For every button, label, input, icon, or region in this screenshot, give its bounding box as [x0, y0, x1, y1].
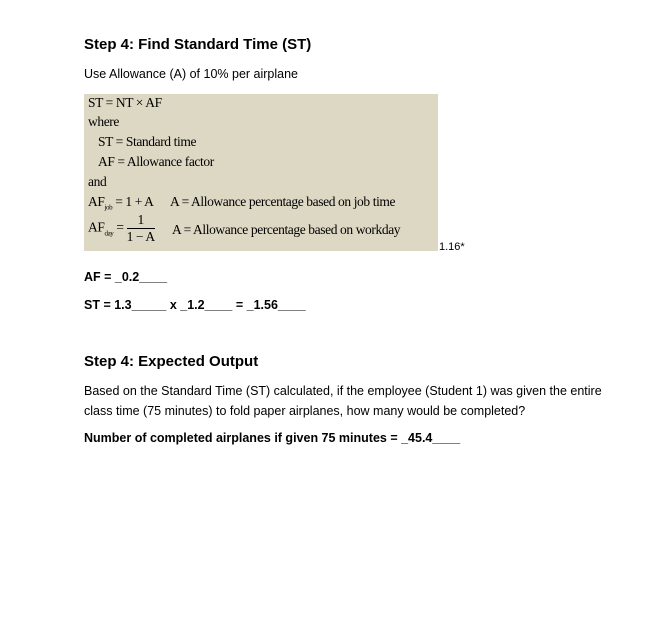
formula-line: ST = NT × AF [88, 95, 162, 110]
af-answer: AF = _0.2____ [84, 270, 168, 284]
af-day-subscript: day [104, 229, 114, 238]
allowance-note: 1.16* [439, 241, 465, 253]
formula-af-job [88, 194, 154, 212]
expected-output-body-line2: class time (75 minutes) to fold paper airplanes, how many would be completed? [84, 404, 526, 418]
formula-af-job-description: A = Allowance percentage based on job time [170, 194, 396, 209]
formula-af-day-description: A = Allowance percentage based on workday [172, 222, 401, 237]
formula-af-day [88, 212, 155, 245]
af-day-fraction [127, 212, 155, 245]
formula-st-definition: ST = Standard time [98, 134, 197, 149]
af-day-equals: = [113, 219, 127, 235]
fraction-numerator: 1 [127, 212, 155, 229]
allowance-intro: Use Allowance (A) of 10% per airplane [84, 67, 299, 81]
formula-and: and [88, 174, 107, 189]
section-heading-standard-time: Step 4: Find Standard Time (ST) [84, 36, 312, 53]
formula-where: where [88, 114, 119, 129]
fraction-denominator: 1 − A [126, 229, 155, 244]
af-job-subscript: job [104, 203, 113, 212]
expected-output-body-line1: Based on the Standard Time (ST) calculated, if the employee (Student 1) was given the entire [84, 384, 602, 398]
af-job-rhs: = 1 + A [112, 194, 154, 209]
st-answer: ST = 1.3_____ x _1.2____ = _1.56____ [84, 298, 306, 312]
standard-time-formula-image [84, 94, 438, 251]
section-heading-expected-output: Step 4: Expected Output [84, 353, 259, 370]
af-job-lhs: AF [88, 194, 105, 209]
af-day-lhs: AF [88, 219, 105, 235]
airplanes-answer: Number of completed airplanes if given 75 minutes = _45.4____ [84, 431, 461, 445]
formula-af-definition: AF = Allowance factor [98, 154, 214, 169]
